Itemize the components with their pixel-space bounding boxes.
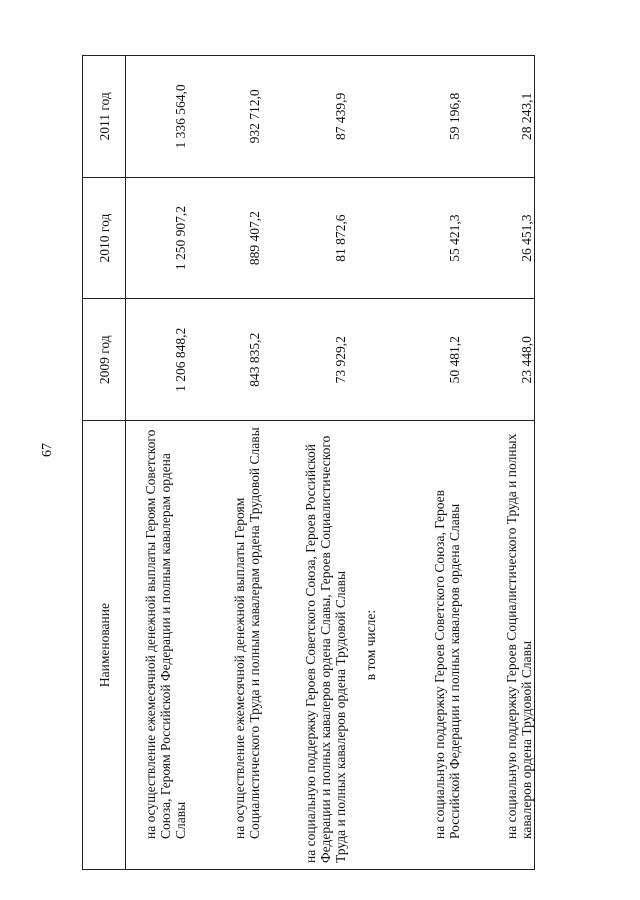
table-row [262,56,348,870]
table-row [126,56,189,870]
row-name: на социальную поддержку Героев Социалистического Труда и полных кавалеров ордена Трудовой Славы [462,421,535,870]
row-name: на осуществление ежемесячной денежной выплаты Героям Социалистического Труда и полным кавалерам ордена Трудовой Славы [188,421,262,870]
table-row [348,56,392,870]
cell-empty [348,56,392,178]
page-number: 67 [40,443,55,457]
table-row [462,56,535,870]
cell-2011: 28 243,1 [462,56,535,178]
row-name: на осуществление ежемесячной денежной выплаты Героям Советского Союза, Героям Российской Федерации и полным кавалерам ордена Славы [126,421,189,870]
header-name: Наименование [83,421,126,870]
header-2009: 2009 год [83,299,126,421]
cell-2010: 81 872,6 [262,177,348,299]
header-2011: 2011 год [83,56,126,178]
cell-2010: 26 451,3 [462,177,535,299]
cell-2011: 87 439,9 [262,56,348,178]
budget-table [82,55,535,870]
cell-2011: 59 196,8 [392,56,462,178]
table-row [188,56,262,870]
row-name: на социальную поддержку Героев Советского Союза, Героев Российской Федерации и полных кавалеров ордена Славы, Героев Социалистического Труда и полных кавалеров ордена Трудовой Славы [262,421,348,870]
cell-2009: 73 929,2 [262,299,348,421]
cell-2010: 55 421,3 [392,177,462,299]
cell-empty [348,299,392,421]
cell-empty [348,177,392,299]
table-header-row [83,56,126,870]
cell-2009: 843 835,2 [188,299,262,421]
row-subheading: в том числе: [348,421,392,870]
cell-2009: 23 448,0 [462,299,535,421]
cell-2011: 932 712,0 [188,56,262,178]
row-name: на социальную поддержку Героев Советского Союза, Героев Российской Федерации и полных кавалеров ордена Славы [392,421,462,870]
cell-2009: 1 206 848,2 [126,299,189,421]
cell-2009: 50 481,2 [392,299,462,421]
cell-2011: 1 336 564,0 [126,56,189,178]
cell-2010: 889 407,2 [188,177,262,299]
table-row [392,56,462,870]
cell-2010: 1 250 907,2 [126,177,189,299]
header-2010: 2010 год [83,177,126,299]
